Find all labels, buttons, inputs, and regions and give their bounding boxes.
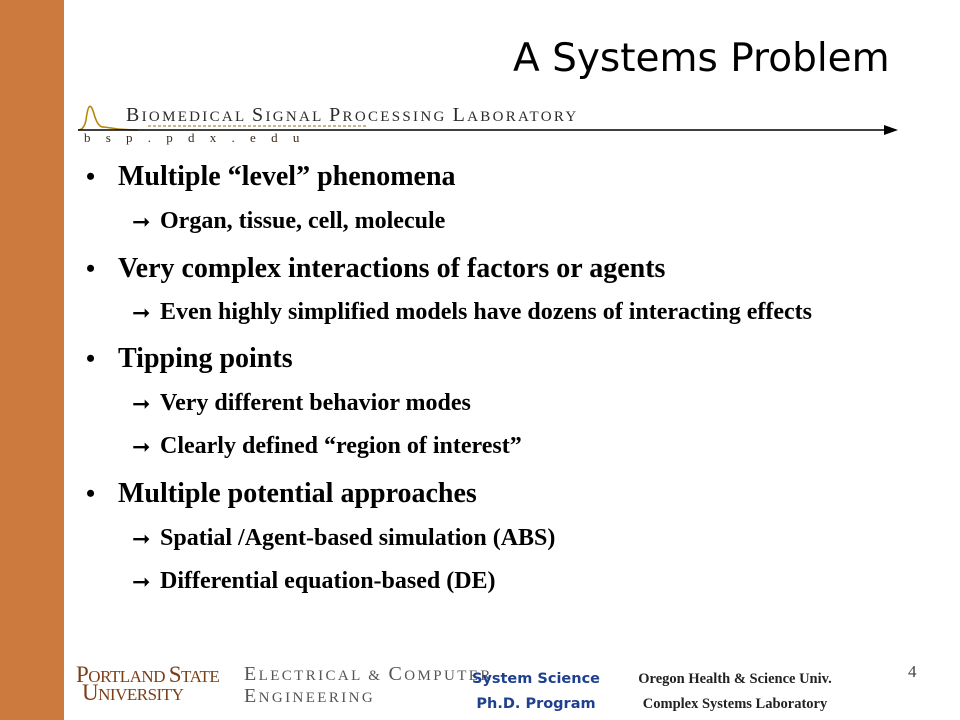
- ece-logo-cap: C: [388, 663, 405, 685]
- arrow-right-icon: ➞: [132, 570, 151, 595]
- sub-bullet-item: [80, 566, 880, 597]
- ece-logo: [244, 664, 493, 708]
- sub-bullet-text: Even highly simplified models have dozens of interacting effects: [160, 299, 812, 325]
- arrow-right-icon: ➞: [132, 435, 151, 460]
- bullet-item: [80, 158, 940, 196]
- lab-name-cap: S: [252, 104, 266, 126]
- ece-logo-part: OMPUTER: [404, 668, 493, 684]
- psu-logo-part: NIVERSITY: [98, 685, 184, 704]
- sub-bullet-item: [80, 206, 880, 237]
- psu-logo-cap: U: [82, 680, 99, 705]
- ece-logo-cap: E: [244, 663, 259, 685]
- left-accent-bar: [0, 0, 64, 720]
- psu-logo-part: TATE: [181, 667, 220, 686]
- bullet-item: [80, 475, 940, 513]
- bullet-text: Very complex interactions of factors or agents: [118, 253, 666, 284]
- lab-name-cap: B: [126, 104, 142, 126]
- ece-logo-cap: E: [244, 685, 259, 707]
- ece-logo-line1: [244, 664, 493, 686]
- sub-bullet-text: Organ, tissue, cell, molecule: [160, 208, 446, 234]
- system-science-line1: System Science: [471, 671, 601, 687]
- lab-banner: [78, 100, 898, 150]
- ohsu-label: [622, 667, 848, 717]
- bullet-text: Multiple “level” phenomena: [118, 161, 456, 192]
- bullet-dot-icon: •: [86, 479, 96, 508]
- slide-title: A Systems Problem: [513, 36, 890, 81]
- psu-logo-line2: [82, 680, 183, 706]
- system-science-line2: Ph.D. Program: [476, 696, 596, 712]
- sub-bullet-text: Clearly defined “region of interest”: [160, 433, 522, 459]
- system-science-label: [465, 667, 607, 717]
- arrow-right-icon: ➞: [132, 210, 151, 235]
- bullet-item: [80, 340, 940, 378]
- arrow-right-icon: ➞: [132, 301, 151, 326]
- psu-logo: [76, 662, 226, 705]
- sub-bullet-text: Spatial /Agent-based simulation (ABS): [160, 525, 556, 551]
- bullet-text: Tipping points: [118, 343, 293, 374]
- lab-name-part: IGNAL: [265, 109, 330, 125]
- sub-bullet-item: [80, 523, 880, 554]
- lab-url: b s p . p d x . e d u: [84, 130, 306, 145]
- psu-logo-cap: S: [168, 662, 182, 687]
- arrow-right-icon: ➞: [132, 392, 151, 417]
- bullet-dot-icon: •: [86, 162, 96, 191]
- lab-name-part: ROCESSING: [342, 109, 453, 125]
- footer: [0, 650, 960, 720]
- sub-bullet-item: [80, 388, 880, 419]
- lab-name-cap: L: [452, 104, 468, 126]
- sub-bullet-item: [80, 297, 880, 328]
- psu-logo-part: ORTLAND: [88, 667, 169, 686]
- bullet-dot-icon: •: [86, 254, 96, 283]
- page-number: 4: [908, 662, 917, 681]
- ece-logo-part: NGINEERING: [258, 690, 376, 706]
- bullet-dot-icon: •: [86, 344, 96, 373]
- ece-logo-line2: [244, 686, 493, 708]
- lab-name-part: ABORATORY: [467, 109, 579, 125]
- sub-bullet-text: Very different behavior modes: [160, 390, 471, 416]
- ece-logo-part: LECTRICAL &: [258, 668, 389, 684]
- arrow-right-icon: ➞: [132, 527, 151, 552]
- lab-name-part: IOMEDICAL: [141, 109, 252, 125]
- bullet-list: [80, 158, 940, 597]
- psu-logo-cap: P: [76, 662, 89, 687]
- bullet-item: [80, 250, 940, 288]
- sub-bullet-item: [80, 431, 880, 462]
- ohsu-line2: Complex Systems Laboratory: [642, 696, 828, 712]
- ohsu-line1: Oregon Health & Science Univ.: [638, 671, 832, 687]
- bullet-text: Multiple potential approaches: [118, 478, 477, 509]
- lab-name: [126, 104, 578, 127]
- sub-bullet-text: Differential equation-based (DE): [160, 568, 496, 594]
- lab-name-cap: P: [329, 104, 343, 126]
